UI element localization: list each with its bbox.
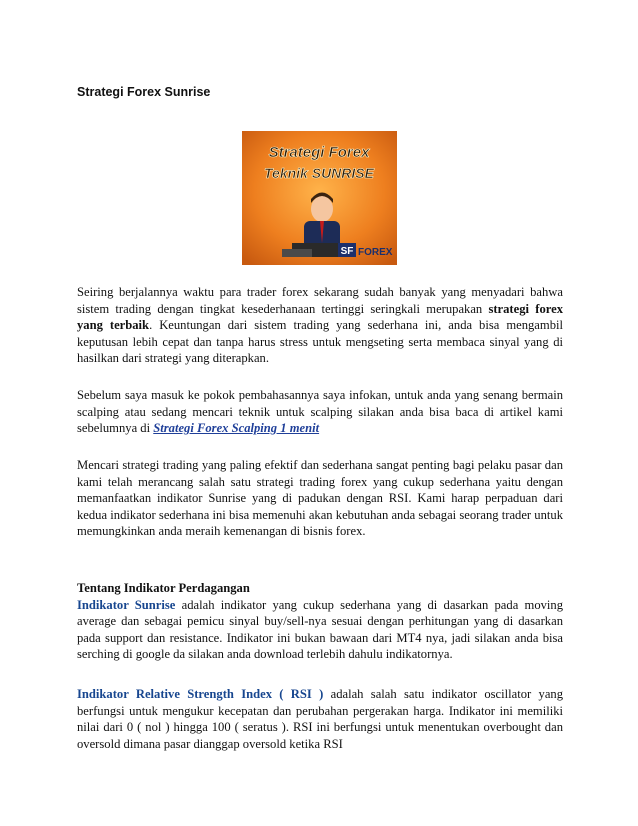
brand-forex: FOREX [358,247,393,258]
intro-text-1: Seiring berjalannya waktu para trader forex sekarang sudah banyak yang menyadari bahwa sistem trading dengan tingkat kesederhanaan tertinggi seringkali merupakan [77,285,563,316]
image-title-line1: Strategi Forex [268,144,370,161]
intro-bold: strategi forex yang terbaik [77,301,563,333]
scalping-text: Sebelum saya masuk ke pokok pembahasannya saya infokan, untuk anda yang senang bermain scalping atau sedang mencari teknik untuk scalping silakan anda bisa baca di artikel kami sebelumnya di [77,388,563,436]
brand-sf: SF [340,246,354,257]
rsi-term: Indikator Relative Strength Index ( RSI ) [77,687,324,701]
scalping-article-link[interactable]: Strategi Forex Scalping 1 menit [153,421,320,436]
strategy-text: Mencari strategi trading yang paling efektif dan sederhana sangat penting bagi pelaku pasar dan kami telah merancang salah satu strategi trading forex yang cukup sederhana yaitu dengan memanfaatkan indikator Sunrise yang di padukan dengan RSI. Kami harap perpaduan dari kedua indikator sederhana ini bisa memenuhi akan kebutuhan anda sebagai seorang trader untuk memungkinkan anda meraih kemenangan di bisnis forex. [77,458,563,539]
paragraph-indicator-sunrise [77,580,563,663]
article-title: Strategi Forex Sunrise [77,85,211,99]
paragraph-intro [77,284,563,367]
paragraph-scalping [77,387,563,437]
paragraph-strategy [77,457,563,540]
intro-text-2: . Keuntungan dari sistem trading yang sederhana ini, anda bisa mengambil keputusan lebih cepat dan tanpa harus stress untuk mengseting serta membaca sinyal yang di hasilkan dari strategi yang diterapkan. [77,318,563,366]
article-image [242,131,397,265]
rsi-text: adalah salah satu indikator oscillator yang berfungsi untuk mengukur kecepatan dan perubahan pergerakan harga. Indikator ini memiliki nilai dari 0 ( nol ) hingga 100 ( seratus ). RSI ini berfungsi untuk menentukan overbought dan oversold dimana pasar dianggap oversold ketika RSI [77,687,564,751]
image-title-line2: Teknik SUNRISE [264,165,374,181]
sunrise-text: adalah indikator yang cukup sederhana yang di dasarkan pada moving average dan sebagai pemicu sinyal buy/sell-nya sesuai dengan perhitungan yang di dasarkan pada support dan resistance. Indikator ini bukan bawaan dari MT4 nya, jadi silakan anda bisa serching di google da silakan anda download terlebih dahulu indikatornya. [77,597,564,662]
sunrise-term: Indikator Sunrise [77,597,176,612]
paragraph-indicator-rsi [77,686,563,752]
section-heading: Tentang Indikator Perdagangan [77,581,250,595]
